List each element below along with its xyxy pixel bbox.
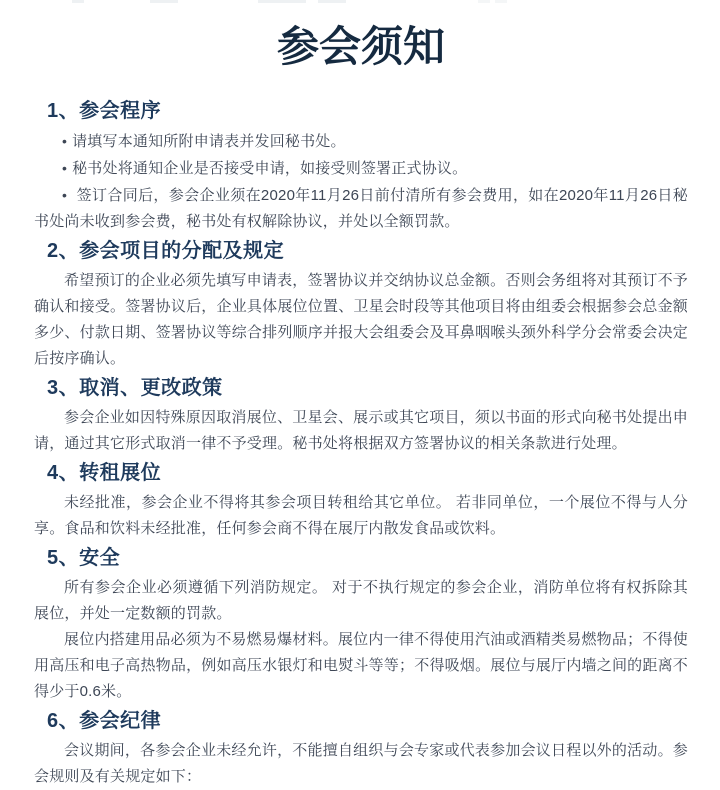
bullet-text: 签订合同后，参会企业须在2020年11月26日前付清所有参会费用，如在2020年11月26日秘书处尚未收到参会费，秘书处有权解除协议，并处以全额罚款。: [34, 187, 688, 230]
section-paragraph: 会议期间，各参会企业未经允许，不能擅自组织与会专家或代表参加会议日程以外的活动。参会规则及有关规定如下：: [34, 742, 688, 785]
notice-section: [34, 240, 688, 372]
section-heading: 3、取消、更改政策: [47, 377, 223, 399]
section-paragraph: 所有参会企业必须遵循下列消防规定。 对于不执行规定的参会企业，消防单位将有权拆除其展位，并处一定数额的罚款。: [34, 579, 688, 622]
notice-section: [34, 462, 688, 542]
top-edge-artifact: [72, 0, 84, 3]
notice-section: [34, 547, 688, 705]
section-heading: 2、参会项目的分配及规定: [47, 240, 285, 262]
notice-section: [34, 377, 688, 457]
section-paragraph: 参会企业如因特殊原因取消展位、卫星会、展示或其它项目，须以书面的形式向秘书处提出申请，通过其它形式取消一律不予受理。秘书处将根据双方签署协议的相关条款进行处理。: [34, 409, 688, 452]
page-title: 参会须知: [276, 23, 445, 70]
section-paragraph: 未经批准，参会企业不得将其参会项目转租给其它单位。 若非同单位，一个展位不得与人分享。食品和饮料未经批准，任何参会商不得在展厅内散发食品或饮料。: [34, 494, 688, 537]
section-heading: 5、安全: [47, 547, 121, 569]
sections-container: [34, 100, 688, 790]
section-heading: 1、参会程序: [47, 100, 162, 122]
bullet-icon: •: [62, 160, 68, 176]
top-edge-artifact: [478, 0, 490, 3]
bullet-item: [34, 128, 688, 155]
top-edge-artifact: [150, 0, 178, 3]
top-edge-artifact: [318, 0, 346, 3]
bullet-icon: •: [62, 187, 68, 203]
bullet-item: [34, 182, 688, 235]
section-paragraph: 希望预订的企业必须先填写申请表，签署协议并交纳协议总金额。否则会务组将对其预订不予确认和接受。签署协议后，企业具体展位位置、卫星会时段等其他项目将由组委会根据参会总金额多少、付款日期、签署协议等综合排列顺序并报大会组委会及耳鼻咽喉头颈外科学分会常委会决定后按序确认。: [34, 272, 688, 367]
top-edge-artifact: [258, 0, 306, 3]
top-edge-artifact: [495, 0, 507, 3]
bullet-text: 秘书处将通知企业是否接受申请，如接受则签署正式协议。: [72, 160, 468, 177]
notice-section: [34, 100, 688, 235]
notice-section: [34, 710, 688, 790]
section-paragraph: 展位内搭建用品必须为不易燃易爆材料。展位内一律不得使用汽油或酒精类易燃物品；不得使用高压和电子高热物品，例如高压水银灯和电熨斗等等；不得吸烟。展位与展厅内墙之间的距离不得少于0.6米。: [34, 631, 688, 700]
bullet-icon: •: [62, 133, 68, 149]
bullet-text: 请填写本通知所附申请表并发回秘书处。: [72, 133, 346, 150]
section-heading: 4、转租展位: [47, 462, 162, 484]
bullet-item: [34, 155, 688, 182]
section-heading: 6、参会纪律: [47, 710, 162, 732]
